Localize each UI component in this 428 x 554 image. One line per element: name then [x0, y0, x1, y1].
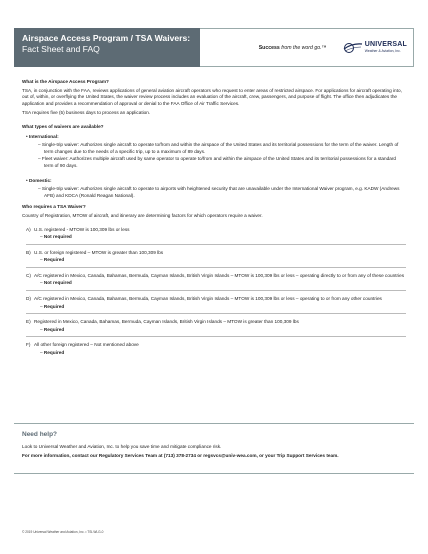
option-text: U.S. registered - MTOW is 100,309 lbs or less — [34, 226, 130, 232]
footer-copyright: © 2019 Universal Weather and Aviation, Inc. • TSI-WLG-0 — [22, 530, 104, 534]
paragraph-who-requires: Country of Registration, MTOW of aircraft, and itinerary are determining factors for which operators require a waiver. — [22, 212, 263, 218]
tagline-rest: from the word go.™ — [279, 44, 327, 51]
option-divider — [26, 313, 406, 314]
document-header — [14, 28, 414, 67]
document-subtitle: Fact Sheet and FAQ — [22, 44, 100, 54]
option-row — [22, 273, 406, 280]
international-label: International: — [28, 133, 59, 139]
options-list — [22, 227, 406, 357]
option-letter: A) — [26, 226, 31, 232]
option-answer-text: Required — [43, 326, 65, 332]
option-answer: – Required — [40, 326, 65, 332]
tagline-strong: Success — [258, 44, 280, 51]
document-body — [22, 79, 406, 358]
header-title-box — [14, 28, 200, 67]
need-help-text — [22, 444, 402, 459]
bullet-international: • International: — [26, 133, 59, 139]
option-answer-text: Not required — [43, 280, 72, 286]
option-row — [22, 250, 406, 257]
logo-text — [365, 42, 407, 54]
option-answer-text: Required — [43, 257, 65, 263]
option-row — [22, 296, 406, 303]
option-text: All other foreign registered – Not mentioned above — [34, 342, 139, 348]
option-answer: – Not required — [40, 234, 72, 240]
need-help-intro: Look to Universal Weather and Aviation, Inc. to help you save time and mitigate compliance risk. — [22, 444, 222, 449]
option-divider — [26, 290, 406, 291]
need-help-box — [14, 423, 414, 474]
need-help-title: Need help? — [22, 431, 58, 438]
option-divider — [26, 267, 406, 268]
paragraph-processing-time: TSA requires five (5) business days to process an application. — [22, 110, 151, 116]
international-single-trip: – Single-trip waiver: Authorizes single aircraft to operate to/from and within the airspace of the United States and its territorial possessions for the term of the waiver. Length of term changes due to the needs of a specific trip, up to a maximum of 89 days. — [38, 142, 399, 154]
option-answer: – Required — [40, 303, 65, 309]
domestic-label: Domestic: — [28, 177, 52, 183]
option-letter: C) — [26, 272, 31, 278]
option-answer-text: Not required — [43, 234, 72, 240]
option-text: A/C registered in Mexico, Canada, Bahamas, Bermuda, Cayman Islands, British Virgin Islands – MTOW is 100,309 lbs or less – operating to or from any other countries — [34, 296, 382, 302]
question-what-is: What is the Airspace Access Program? — [22, 79, 109, 84]
bullet-domestic: • Domestic: — [26, 177, 52, 183]
international-fleet-text: Fleet waiver: Authorizes multiple aircraft used by same operator to operate to/from and within the airspace of the United States and its territorial possessions for a standard term of 90 days. — [41, 156, 397, 168]
option-letter: D) — [26, 296, 31, 302]
option-row — [22, 227, 406, 234]
option-letter: B) — [26, 249, 31, 255]
question-who-requires: Who requires a TSA Waiver? — [22, 204, 86, 210]
domestic-single-trip: – Single-trip waiver: Authorizes single aircraft to operate to airports with heightened security that are unavailable under the International Waiver program, e.g. KADW (Andrews AFB) and KDCA (Ronald Reagan National). — [38, 186, 400, 198]
contact-info: For more information, contact our Regulatory Services Team at (713) 378-2734 or regsvcs@univ-wea.com, or your Trip Support Services team. — [22, 452, 339, 458]
option-answer-text: Required — [43, 303, 65, 309]
option-answer: – Not required — [40, 280, 72, 286]
option-divider — [26, 244, 406, 245]
option-text: U.S. or foreign registered – MTOW is greater than 100,309 lbs — [34, 249, 164, 255]
option-answer: – Required — [40, 350, 65, 356]
logo-name: UNIVERSAL — [364, 40, 407, 48]
option-answer: – Required — [40, 257, 65, 263]
paragraph-what-is: TSA, in conjunction with the FAA, reviews applications of general aviation aircraft operators who request to enter areas of restricted airspace. For applications for aircraft operating into, out of, within, or overflying the United States, the waiver review process includes an evaluation of the aircraft, crew, passengers, and purpose of flight. The office then adjudicates the application and provides a recommendation of approval or denial to the FAA Office of Air Traffic Services. — [22, 87, 402, 106]
option-text: A/C registered in Mexico, Canada, Bahamas, Bermuda, Cayman Islands, British Virgin Islands – MTOW is 100,309 lbs or less – operating directly to or from any of these countries — [34, 272, 405, 278]
tagline — [259, 45, 327, 51]
option-answer-text: Required — [43, 350, 65, 356]
international-single-trip-text: Single-trip waiver: Authorizes single aircraft to operate to/from and within the airspace of the United States and its territorial possessions for the term of the waiver. Length of term changes due to the needs of a specific trip, up to a maximum of 89 days. — [41, 142, 399, 154]
globe-swoosh-icon — [343, 41, 363, 54]
logo-subtitle: Weather & Aviation, Inc. — [364, 48, 401, 53]
option-row — [22, 319, 406, 326]
international-fleet: – Fleet waiver: Authorizes multiple aircraft used by same operator to operate to/from and within the airspace of the United States and its territorial possessions for a standard term of 90 days. — [38, 156, 397, 168]
domestic-single-trip-text: Single-trip waiver: Authorizes single aircraft to operate to airports with heightened security that are unavailable under the International Waiver program, e.g. KADW (Andrews AFB) and KDCA (Ronald Reagan National). — [41, 186, 400, 198]
header-branding — [200, 28, 414, 67]
universal-logo — [343, 41, 407, 54]
option-text: Registered in Mexico, Canada, Bahamas, Bermuda, Cayman Islands, British Virgin Islands – MTOW is greater than 100,309 lbs — [34, 319, 299, 325]
option-divider — [26, 336, 406, 337]
option-row — [22, 342, 406, 349]
option-letter: E) — [26, 319, 31, 325]
document-title: Airspace Access Program / TSA Waivers: — [22, 33, 191, 43]
option-letter: F) — [26, 342, 31, 348]
question-waiver-types: What types of waivers are available? — [22, 123, 104, 129]
